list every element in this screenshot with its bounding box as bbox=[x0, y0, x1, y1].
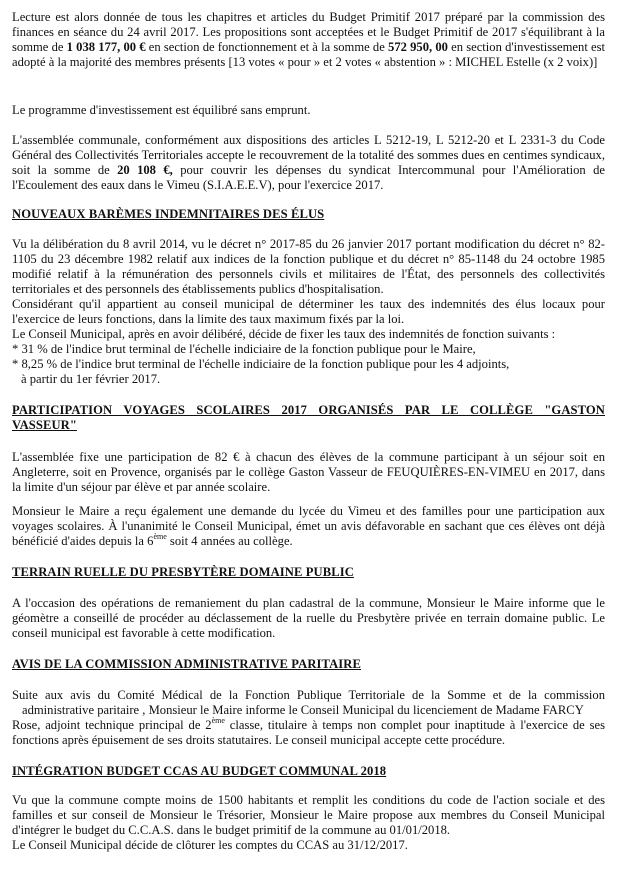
siaeev-paragraph bbox=[12, 133, 605, 193]
heading-presbytere: TERRAIN RUELLE DU PRESBYTÈRE DOMAINE PUBLIC bbox=[12, 565, 354, 579]
ccas-paragraph: Vu que la commune compte moins de 1500 habitants et remplit les conditions du code de l'action sociale et des familles et sur conseil de Monsieur le Trésorier, Monsieur le Maire propose aux membres du Conseil Municipal d'intégrer le budget du C.C.A.S. dans le budget primitif de la commune au 01/01/2018. bbox=[12, 793, 605, 837]
voyages-text: soit 4 années au collège. bbox=[166, 534, 293, 548]
programme-paragraph: Le programme d'investissement est équilibré sans emprunt. bbox=[12, 103, 311, 117]
heading-voyages bbox=[12, 403, 605, 433]
ccas-section bbox=[12, 793, 605, 853]
heading-voyages-line: VASSEUR" bbox=[12, 418, 77, 432]
budget-adoption-paragraph bbox=[12, 10, 605, 70]
cap-line: Suite aux avis du Comité Médical de la Fonction Publique Territoriale de la Somme et de la commission bbox=[12, 688, 605, 702]
heading-ccas: INTÉGRATION BUDGET CCAS AU BUDGET COMMUNAL 2018 bbox=[12, 764, 387, 778]
voyages-text: Monsieur le Maire a reçu également une demande du lycée du Vimeu et des familles pour une participation aux voyages scolaires. À l'unanimité le Conseil Municipal, émet un avis défavorable en sachant que ces élèves ont déjà bénéficié d'aides depuis la 6 bbox=[12, 504, 605, 548]
indemnites-paragraph: Considérant qu'il appartient au conseil municipal de déterminer les taux des indemnités des élus locaux pour l'exercice de leurs fonctions, dans la limite des taux maximum fixés par la loi. bbox=[12, 297, 605, 326]
cap-line bbox=[12, 715, 605, 733]
cap-line: administrative paritaire , Monsieur le Maire informe le Conseil Municipal du licenciement de Madame FARCY bbox=[22, 703, 584, 717]
indemnites-line: * 8,25 % de l'indice brut terminal de l'échelle indiciaire de la fonction publique pour les 4 adjoints, bbox=[12, 357, 510, 371]
cap-paragraph bbox=[12, 688, 605, 748]
voyages-paragraph: L'assemblée fixe une participation de 82 € à chacun des élèves de la commune participant à un séjour soit en Angleterre, soit en Provence, organisés par le collège Gaston Vasseur de FEUQUIÈRES-EN-VIMEU en 2017, dans la limite d'un séjour par élève et par année scolaire. bbox=[12, 450, 605, 494]
siaeev-text: pour couvrir les dépenses du syndicat Intercommunal pour l'Amélioration de l'Ecoulement des eaux dans le Vimeu (S.I.A.E.E.V), pour l'exercice 2017. bbox=[12, 163, 605, 192]
indemnites-section bbox=[12, 237, 605, 387]
presbytere-paragraph: A l'occasion des opérations de remaniement du plan cadastral de la commune, Monsieur le Maire informe que le géomètre a conseillé de procéder au déclassement de la ruelle du Presbytère privée en terrain domaine public. Le conseil municipal est favorable à cette modification. bbox=[12, 596, 605, 640]
siaeev-amount: 20 108 €, bbox=[117, 163, 173, 177]
voyages-lycee-paragraph bbox=[12, 504, 605, 549]
budget-text: en section de fonctionnement et à la somme de bbox=[145, 40, 389, 54]
heading-indemnites: NOUVEAUX BARÈMES INDEMNITAIRES DES ÉLUS bbox=[12, 207, 325, 221]
budget-text: en section d'investissement est adopté à la majorité des membres présents [13 votes « pour » et 2 votes « abstention » : MICHEL Estelle (x 2 voix)] bbox=[12, 40, 605, 69]
cap-text: classe, titulaire à temps non complet pour inaptitude à l'exercice de ses bbox=[224, 718, 605, 732]
superscript: ème bbox=[211, 715, 225, 725]
siaeev-text: L'assemblée communale, conformément aux dispositions des articles L 5212-19, L 5212-20 et L 2331-3 du Code Général des Collectivités Territoriales accepte le recouvrement de la totalité des sommes dues en centimes syndicaux, soit la somme de bbox=[12, 133, 605, 177]
amount-fonctionnement: 1 038 177, 00 € bbox=[66, 40, 146, 54]
superscript: ème bbox=[153, 531, 167, 541]
cap-line: fonctions après épuisement de ses droits statutaires. Le conseil municipal accepte cette procédure. bbox=[12, 733, 506, 747]
heading-cap: AVIS DE LA COMMISSION ADMINISTRATIVE PARITAIRE bbox=[12, 657, 362, 671]
cap-text: Rose, adjoint technique principal de 2 bbox=[12, 718, 212, 732]
budget-text: Lecture est alors donnée de tous les chapitres et articles du Budget Primitif 2017 préparé par la commission des finances en séance du 24 avril 2017. Les propositions sont acceptées et le Budget Primitif de 2017 s'équilibrant à la somme de bbox=[12, 10, 605, 54]
indemnites-paragraph: Vu la délibération du 8 avril 2014, vu le décret n° 2017-85 du 26 janvier 2017 portant modification du décret n° 82-1105 du 23 décembre 1982 relatif aux indices de la fonction publique et du décret n° 85-1148 du 24 octobre 1985 modifié relatif à la rémunération des personnels civils et militaires de l'État, des personnels des collectivités territoriales et des personnels des établissements publics d'hospitalisation. bbox=[12, 237, 605, 296]
amount-investissement: 572 950, 00 bbox=[388, 40, 448, 54]
indemnites-line: * 31 % de l'indice brut terminal de l'échelle indiciaire de la fonction publique pour le Maire, bbox=[12, 342, 476, 356]
ccas-line: Le Conseil Municipal décide de clôturer les comptes du CCAS au 31/12/2017. bbox=[12, 838, 408, 852]
indemnites-line: à partir du 1er février 2017. bbox=[21, 372, 161, 386]
heading-voyages-line: PARTICIPATION VOYAGES SCOLAIRES 2017 ORGANISÉS PAR LE COLLÈGE "GASTON bbox=[12, 403, 605, 417]
indemnites-line: Le Conseil Municipal, après en avoir délibéré, décide de fixer les taux des indemnités de fonction suivants : bbox=[12, 327, 556, 341]
